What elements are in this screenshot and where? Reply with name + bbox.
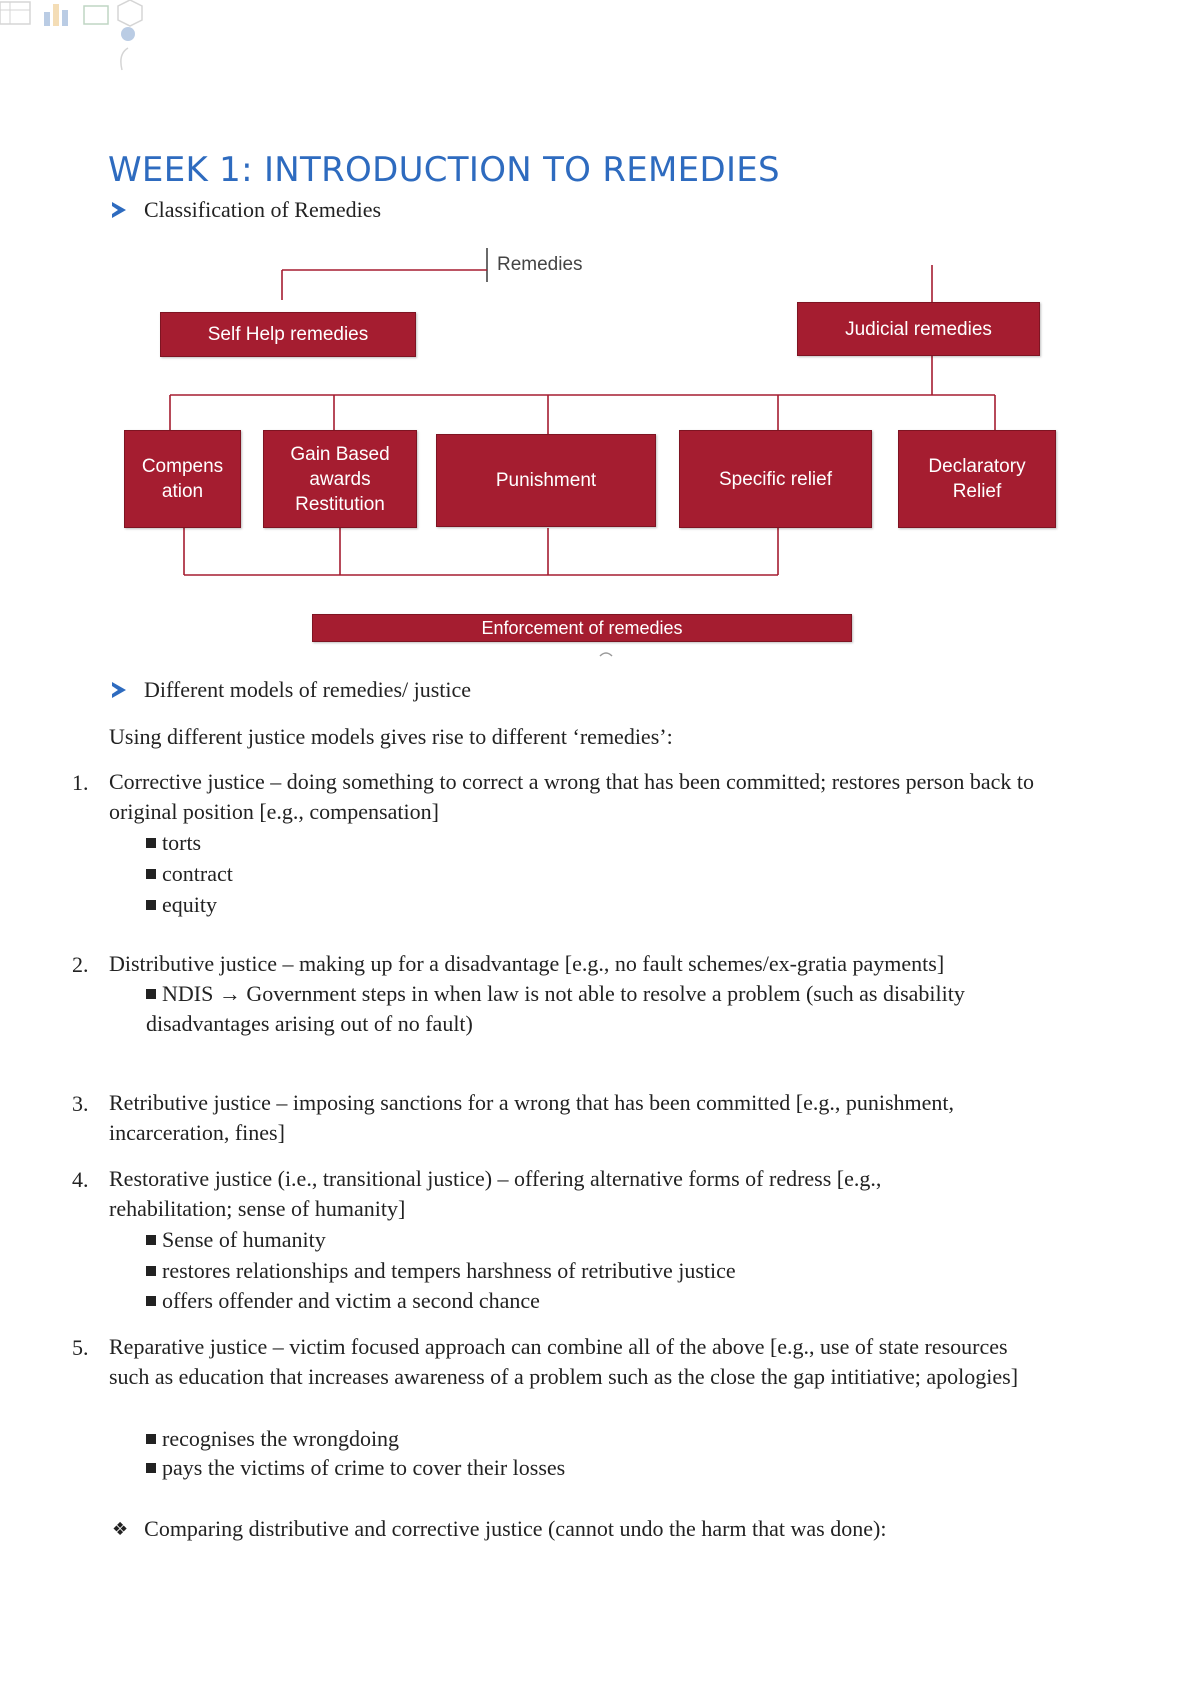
gain-based-box: Gain Based awards Restitution — [263, 430, 417, 528]
sub-bullet: offers offender and victim a second chance — [146, 1286, 540, 1316]
square-bullet-icon — [146, 989, 156, 999]
watermark-icons — [0, 0, 150, 80]
models-heading — [112, 677, 471, 703]
square-bullet-icon — [146, 869, 156, 879]
item-text: Distributive justice – making up for a disadvantage [e.g., no fault schemes/ex-gratia payments] — [109, 951, 945, 976]
sub-bullet: torts — [146, 828, 201, 858]
item-text: Restorative justice (i.e., transitional justice) – offering alternative forms of redress [e.g., rehabilitation; sense of humanity] — [109, 1166, 882, 1221]
self-help-box: Self Help remedies — [160, 312, 416, 357]
square-bullet-icon — [146, 838, 156, 848]
square-bullet-icon — [146, 1463, 156, 1473]
declaratory-box: Declaratory Relief — [898, 430, 1056, 528]
compensation-box: Compens ation — [124, 430, 241, 528]
item-number: 4. — [72, 1167, 89, 1192]
punishment-box: Punishment — [436, 434, 656, 527]
item-text: Corrective justice – doing something to correct a wrong that has been committed; restores person back to original position [e.g., compensation] — [109, 769, 1034, 824]
item-number: 1. — [72, 770, 89, 795]
classification-label: Classification of Remedies — [144, 197, 382, 222]
item-text: Reparative justice – victim focused approach can combine all of the above [e.g., use of state resources such as education that increases awareness of a problem such as the close the gap intitiative; apologies] — [109, 1334, 1019, 1389]
remedies-diagram — [0, 0, 1200, 680]
enforcement-box: Enforcement of remedies — [312, 614, 852, 642]
classification-heading — [112, 197, 381, 223]
diamond-bullet-icon: ❖ — [112, 1518, 129, 1540]
item-number: 2. — [72, 952, 89, 977]
comparing-heading — [112, 1516, 886, 1542]
item-number: 5. — [72, 1335, 89, 1360]
sub-bullet: Sense of humanity — [146, 1225, 326, 1255]
sub-bullet: pays the victims of crime to cover their losses — [146, 1453, 565, 1483]
comparing-label: Comparing distributive and corrective justice (cannot undo the harm that was done): — [144, 1516, 887, 1541]
sub-bullet: NDIS → Government steps in when law is not able to resolve a problem (such as disability disadvantages arising out of no fault) — [146, 981, 965, 1036]
sub-bullet: contract — [146, 859, 233, 889]
sub-bullet: recognises the wrongdoing — [146, 1424, 399, 1454]
item-number: 3. — [72, 1091, 89, 1116]
arrow-bullet-icon — [112, 682, 126, 698]
item-text: Retributive justice – imposing sanctions for a wrong that has been committed [e.g., punishment, incarceration, fines] — [109, 1090, 955, 1145]
square-bullet-icon — [146, 900, 156, 910]
square-bullet-icon — [146, 1266, 156, 1276]
intro-text: Using different justice models gives rise to different ‘remedies’: — [109, 724, 673, 749]
square-bullet-icon — [146, 1434, 156, 1444]
diagram-connectors — [0, 0, 1200, 680]
arrow-bullet-icon — [112, 202, 126, 218]
judicial-box: Judicial remedies — [797, 302, 1040, 356]
page-title: WEEK 1: INTRODUCTION TO REMEDIES — [108, 150, 780, 190]
sub-bullet: restores relationships and tempers harshness of retributive justice — [146, 1256, 736, 1286]
square-bullet-icon — [146, 1296, 156, 1306]
square-bullet-icon — [146, 1235, 156, 1245]
sub-bullet: equity — [146, 890, 217, 920]
specific-relief-box: Specific relief — [679, 430, 872, 528]
diagram-root-label: Remedies — [497, 254, 583, 275]
models-label: Different models of remedies/ justice — [144, 677, 472, 702]
